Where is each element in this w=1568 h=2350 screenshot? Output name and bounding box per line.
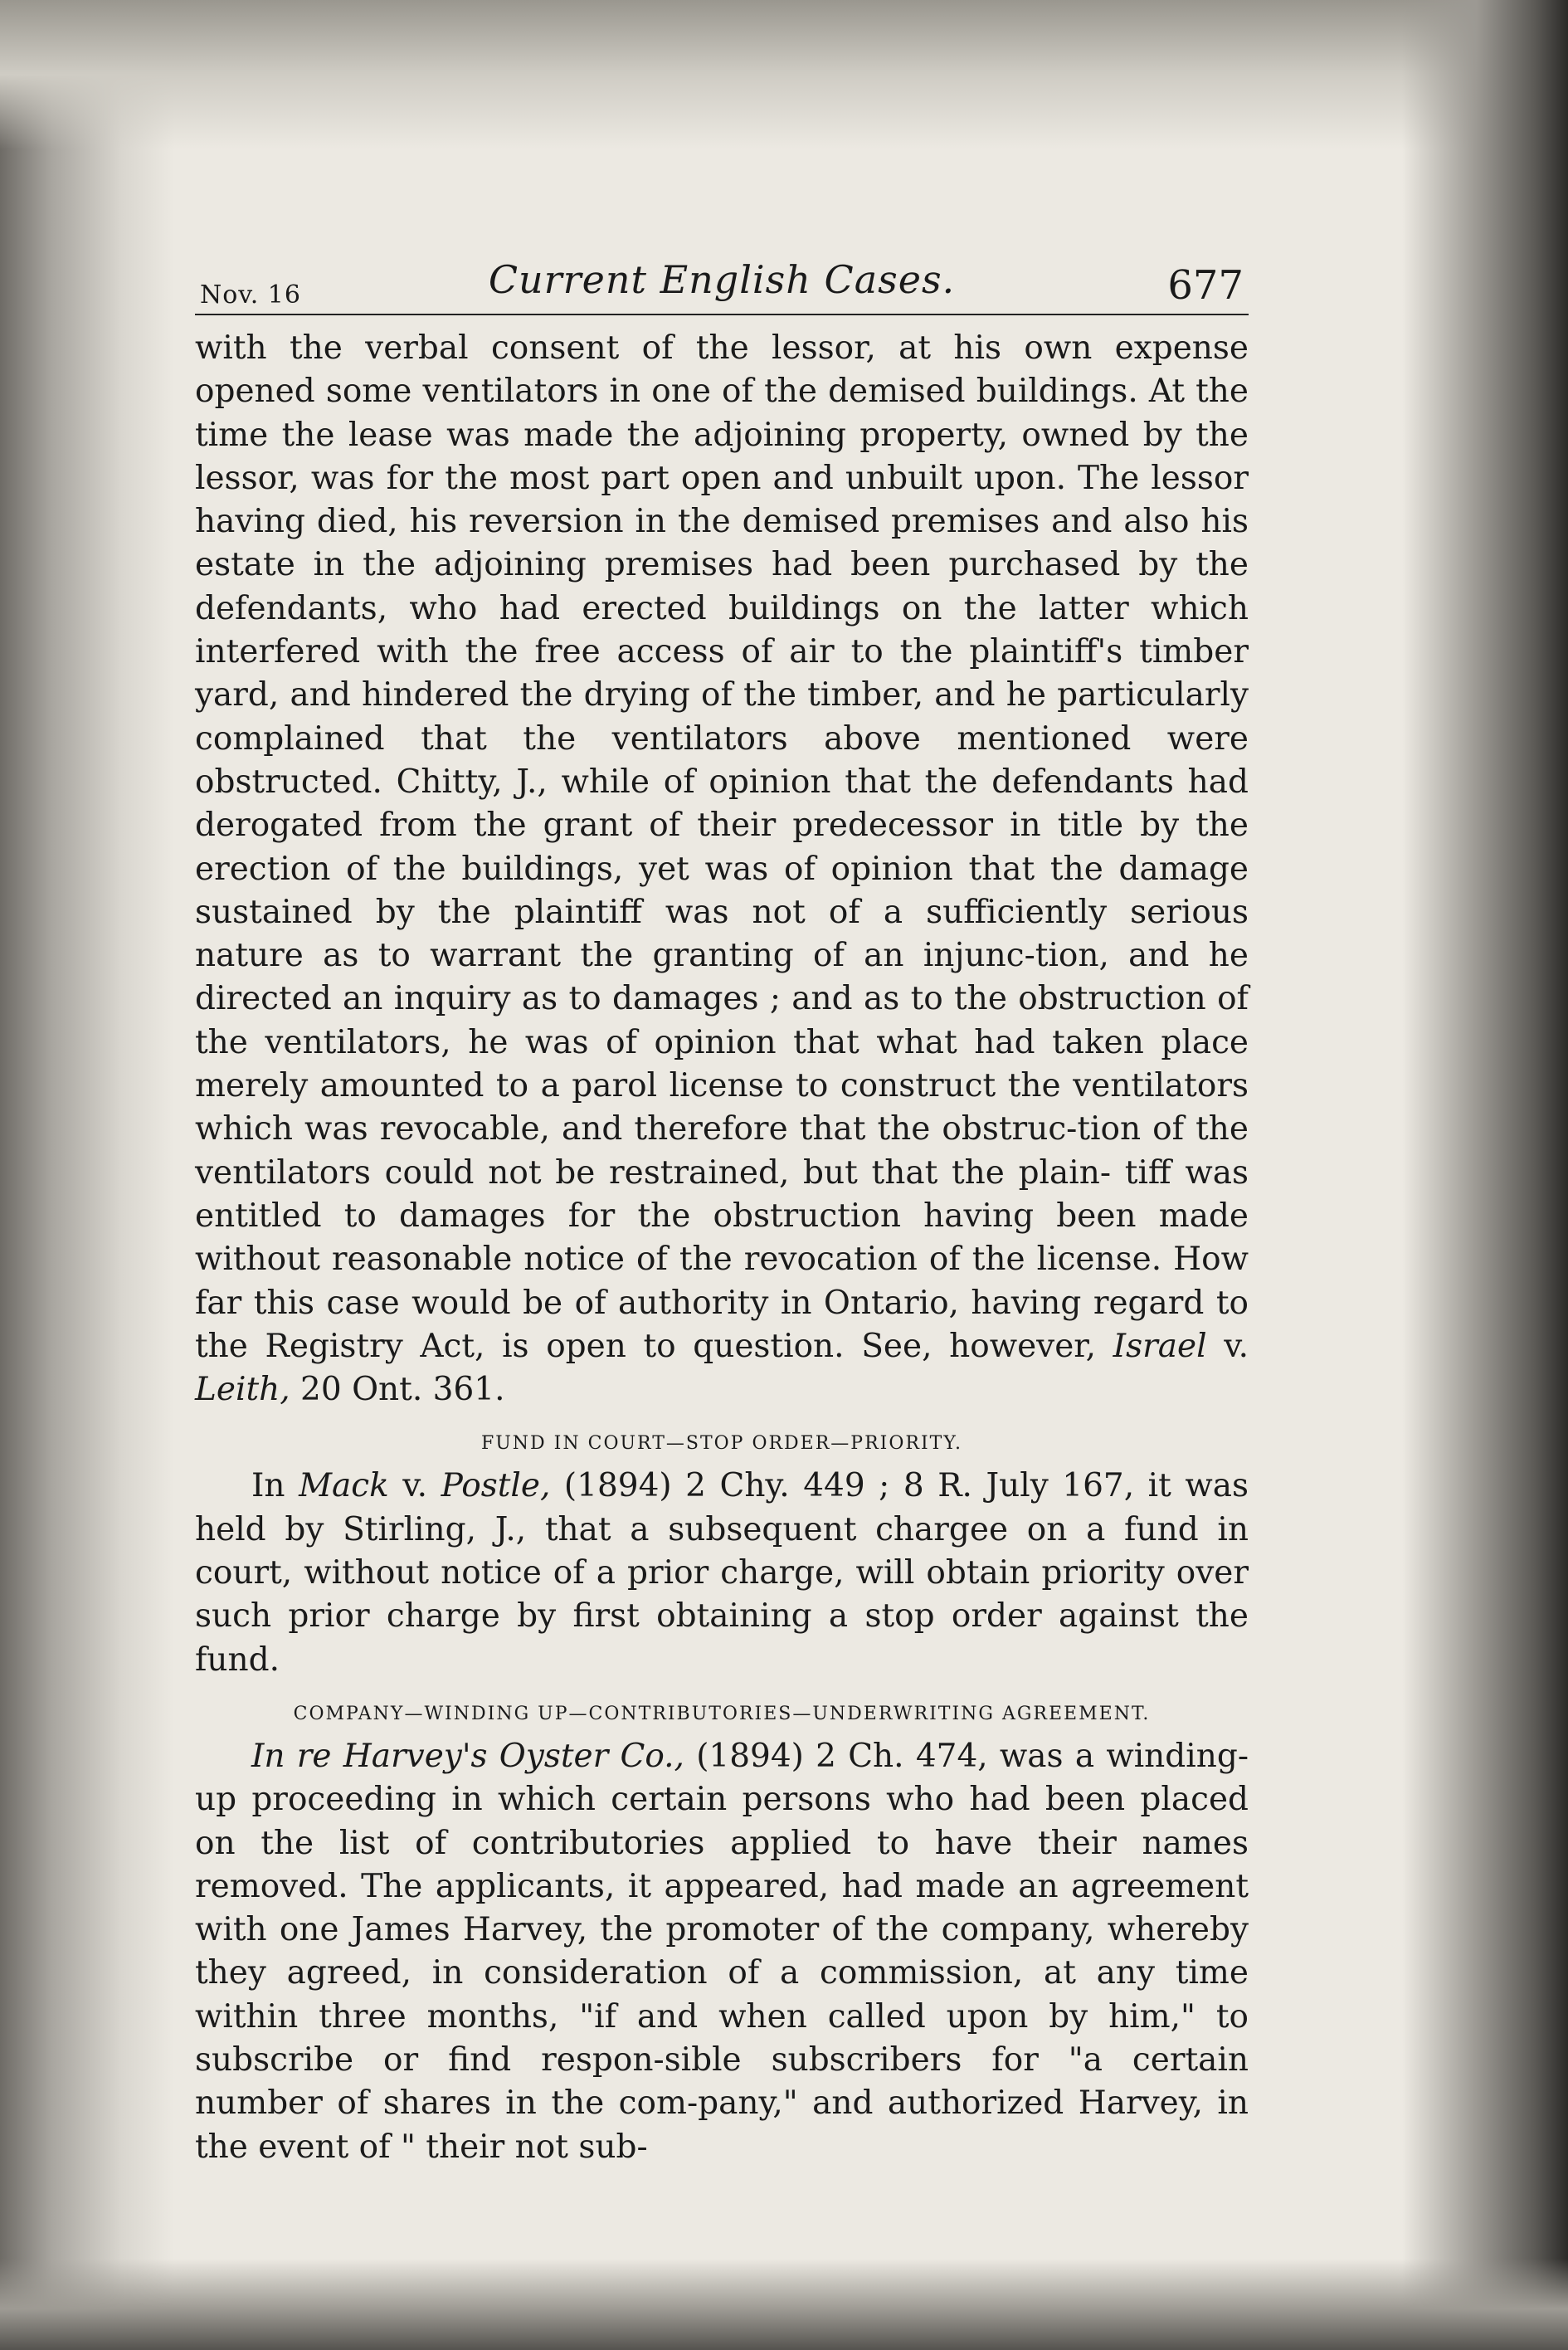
- text-line: proceeding in which certain persons who had been placed on the: [195, 1781, 1249, 1862]
- scan-top-edge: [0, 0, 1568, 149]
- citation: (1894) 2 Chy. 449 ; 8 R. July 167, it was: [563, 1467, 1249, 1505]
- text-line: taken place merely amounted to a parol license to construct the: [195, 1023, 1249, 1105]
- running-head: [195, 249, 1249, 315]
- text-line: without notice of a prior charge, will obtain priority over such: [195, 1554, 1249, 1636]
- text-line: free access of air to the plaintiff's timber yard, and hindered the: [195, 633, 1249, 714]
- text-line: ventilators which was revocable, and therefore that the obstruc-: [195, 1067, 1249, 1148]
- text-line: tiff was entitled to damages for the obstruction having been made: [195, 1153, 1249, 1235]
- section-heading: FUND IN COURT—STOP ORDER—PRIORITY.: [480, 1433, 963, 1455]
- paragraph: [195, 1735, 1249, 2169]
- case-name-part: Israel: [1113, 1327, 1207, 1365]
- versus: v.: [402, 1467, 428, 1505]
- text-line: with the verbal consent of the lessor, at his own expense opened: [195, 329, 1249, 411]
- citation: (1894) 2 Ch. 474, was a winding-up: [195, 1737, 1249, 1819]
- text-line: applicants, it appeared, had made an agreement with one James: [195, 1867, 1249, 1949]
- text-line: "if and when called upon by him," to subscribe or find respon-: [195, 1997, 1249, 2079]
- text-line: of opinion that the defendants had derogated from the grant of: [195, 763, 1249, 845]
- text-line: held by Stirling, J., that a subsequent chargee on a fund in court,: [195, 1510, 1249, 1592]
- scan-binding-shadow: [1402, 0, 1568, 2350]
- body-text: [195, 327, 1249, 2169]
- scan-left-edge: [0, 0, 174, 2350]
- text-line: drying of the timber, and he particularly complained that the: [195, 676, 1249, 758]
- text-line: ventilators above mentioned were obstructed. Chitty, J., while: [195, 719, 1249, 801]
- text-line: sufficiently serious nature as to warrant the granting of an injunc-: [195, 893, 1249, 975]
- versus: v.: [1224, 1327, 1249, 1365]
- text-line: Harvey, the promoter of the company, whereby they agreed, in: [195, 1911, 1249, 1992]
- text-line: consideration of a commission, at any time within three months,: [195, 1954, 1249, 2036]
- text-line: list of contributories applied to have their names removed. The: [195, 1824, 1249, 1905]
- text-line: prior charge by first obtaining a stop order against the fund.: [195, 1597, 1249, 1679]
- text-line: tion of the ventilators could not be restrained, but that the plain-: [195, 1110, 1249, 1192]
- text-line: pany," and authorized Harvey, in the event of " their not sub-: [195, 2084, 1249, 2166]
- paragraph: [195, 1465, 1249, 1681]
- page-number: 677: [1167, 262, 1244, 309]
- text-line: the lease was made the adjoining property, owned by the lessor,: [195, 416, 1249, 497]
- case-name-part: Leith,: [195, 1371, 290, 1409]
- text-line: obstruction of the ventilators, he was of opinion that what had: [195, 980, 1249, 1061]
- case-name-part: Postle,: [441, 1467, 551, 1505]
- text-line: who had erected buildings on the latter which interfered with the: [195, 589, 1249, 671]
- text-line: far this case would be of authority in Ontario, having regard to: [195, 1284, 1249, 1322]
- paragraph-continued: [195, 327, 1249, 1411]
- header-title: Current English Cases.: [488, 257, 956, 302]
- text-line: the Registry Act, is open to question. See, however,: [195, 1327, 1113, 1365]
- section-heading: COMPANY—WINDING UP—CONTRIBUTORIES—UNDERWRITING AGREEMENT.: [293, 1703, 1151, 1724]
- text-line: of opinion that the damage sustained by the plaintiff was not of a: [195, 850, 1249, 931]
- case-name-part: Mack: [299, 1467, 389, 1505]
- text-line: the adjoining premises had been purchased by the defendants,: [195, 546, 1249, 627]
- case-name: In re Harvey's Oyster Co.,: [251, 1737, 684, 1775]
- citation: 20 Ont. 361.: [300, 1371, 505, 1409]
- text-line: was for the most part open and unbuilt upon. The lessor having: [195, 459, 1249, 541]
- header-date: Nov. 16: [200, 280, 301, 310]
- page: [195, 249, 1249, 2169]
- text-line: died, his reversion in the demised premises and also his estate in: [195, 503, 1249, 584]
- text: In: [251, 1467, 285, 1505]
- text-line: without reasonable notice of the revocation of the license. How: [195, 1241, 1249, 1279]
- text-line: some ventilators in one of the demised buildings. At the time: [195, 373, 1249, 454]
- text-line: tion, and he directed an inquiry as to damages ; and as to the: [195, 937, 1249, 1018]
- text-line: sible subscribers for "a certain number of shares in the com-: [195, 2040, 1249, 2123]
- scan-bottom-edge: [0, 2259, 1568, 2350]
- text-line: their predecessor in title by the erection of the buildings, yet was: [195, 807, 1249, 888]
